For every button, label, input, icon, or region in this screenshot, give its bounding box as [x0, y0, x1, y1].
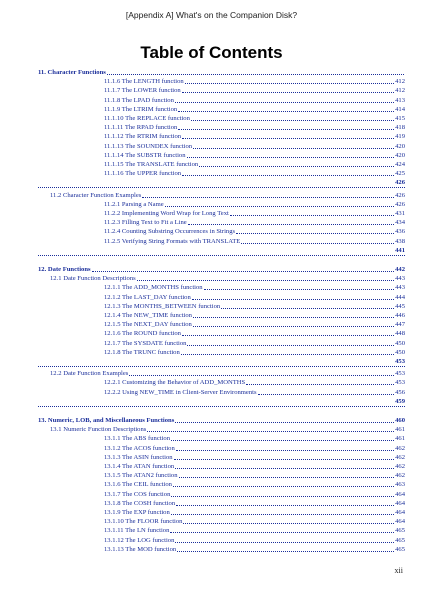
toc-entry-title: 11.2.1 Parsing a Name: [104, 200, 164, 208]
toc-subsection-entry[interactable]: [104, 500, 405, 508]
toc-subsection-entry[interactable]: [104, 201, 405, 209]
chapter-end-separator: [38, 358, 405, 367]
dot-leader: [193, 326, 394, 327]
toc-section-entry[interactable]: [50, 275, 405, 283]
toc-chapter-entry[interactable]: [38, 266, 405, 274]
toc-page-number: 426: [395, 191, 405, 199]
toc-subsection-entry[interactable]: [104, 340, 405, 348]
dot-leader: [236, 233, 394, 234]
toc-section-entry[interactable]: [50, 370, 405, 378]
toc-page-number: 418: [395, 124, 405, 132]
toc-subsection-entry[interactable]: [104, 115, 405, 123]
dot-leader: [177, 551, 394, 552]
dot-leader: [92, 271, 395, 272]
toc-entry-title: 12.1.6 The ROUND function: [104, 330, 181, 338]
toc-subsection-entry[interactable]: [104, 312, 405, 320]
dot-leader: [230, 215, 394, 216]
toc-entry-title: 13.1 Numeric Function Descriptions: [50, 426, 147, 434]
toc-section-entry[interactable]: [50, 192, 405, 200]
toc-page-number: 413: [395, 96, 405, 104]
dot-leader: [193, 317, 394, 318]
toc-entry-title: 13. Numeric, LOB, and Miscellaneous Functions: [38, 417, 175, 424]
toc-entry-title: 12.1.7 The SYSDATE function: [104, 339, 187, 347]
toc-page-number: 461: [395, 435, 405, 443]
toc-entry-title: 11.1.16 The UPPER function: [104, 170, 182, 178]
toc-entry-title: 12.1.1 The ADD_MONTHS function: [104, 284, 203, 292]
toc-entry-title: 11.1.13 The SOUNDEX function: [104, 142, 193, 150]
toc-entry-title: 13.1.6 The CEIL function: [104, 481, 172, 489]
toc-page-number: 464: [395, 509, 405, 516]
toc-entry-title: 13.1.10 The FLOOR function: [104, 518, 183, 526]
toc-page-number: 465: [395, 536, 405, 544]
page-number: xii: [394, 566, 403, 575]
dot-leader: [176, 505, 394, 506]
toc-page-number: 425: [395, 170, 405, 178]
toc-subsection-entry[interactable]: [104, 124, 405, 132]
toc-page-number: 436: [395, 228, 405, 236]
toc-entry-title: 13.1.2 The ACOS function: [104, 444, 175, 452]
toc-entry-title: 11.1.11 The RPAD function: [104, 124, 178, 132]
dot-leader: [181, 354, 394, 355]
toc-page-number: 462: [395, 444, 405, 452]
toc-entry-title: 12. Date Functions: [38, 266, 91, 273]
toc-page-number: 463: [395, 481, 405, 489]
toc-page-number: 419: [395, 133, 405, 141]
toc-entry-title: 12.1.8 The TRUNC function: [104, 348, 180, 356]
dot-leader: [182, 175, 394, 176]
dot-leader: [188, 224, 394, 225]
toc-entry-title: 11.1.12 The RTRIM function: [104, 133, 182, 141]
toc-subsection-entry[interactable]: [104, 97, 405, 105]
toc-entry-title: 12.2 Date Function Examples: [50, 370, 129, 378]
toc-page-number: 464: [395, 499, 405, 507]
toc-subsection-entry[interactable]: [104, 472, 405, 480]
toc-subsection-entry[interactable]: [104, 143, 405, 151]
dot-leader: [175, 468, 394, 469]
toc-page-number: 446: [395, 312, 405, 319]
toc-entry-title: 13.1.7 The COS function: [104, 490, 171, 498]
toc-page-number: 465: [395, 545, 405, 553]
toc-chapter-entry[interactable]: [38, 69, 405, 77]
dot-leader: [199, 166, 394, 167]
toc-page-number: 414: [395, 105, 405, 113]
dot-leader: [147, 431, 394, 432]
toc-subsection-entry[interactable]: [104, 527, 405, 535]
toc-subsection-entry[interactable]: [104, 284, 405, 292]
dot-leader: [192, 299, 394, 300]
dot-leader: [187, 345, 394, 346]
dot-leader: [137, 280, 394, 281]
toc-subsection-entry[interactable]: [104, 294, 405, 302]
toc-subsection-entry[interactable]: [104, 389, 405, 397]
toc-page-number: 444: [395, 293, 405, 301]
dot-leader: [178, 129, 394, 130]
toc-entry-title: 12.1.3 The MONTHS_BETWEEN function: [104, 302, 221, 310]
dot-leader: [107, 74, 404, 75]
toc-page-number: 450: [395, 339, 405, 347]
toc-entry-title: 11.1.8 The LPAD function: [104, 96, 174, 104]
toc-page-number: 462: [395, 472, 405, 480]
toc-subsection-entry[interactable]: [104, 445, 405, 453]
toc-entry-title: 13.1.5 The ATAN2 function: [104, 472, 178, 480]
dot-leader: [179, 477, 395, 478]
toc-subsection-entry[interactable]: [104, 228, 405, 236]
toc-page-number: 450: [395, 348, 405, 356]
toc-page-number: 464: [395, 518, 405, 526]
chapter-end-separator: [38, 179, 405, 188]
toc-page-number: 426: [395, 179, 405, 187]
toc-page-number: 445: [395, 302, 405, 310]
toc-subsection-entry[interactable]: [104, 509, 405, 517]
dot-leader: [193, 148, 394, 149]
toc-page-number: 443: [395, 284, 405, 292]
toc-page-number: 442: [395, 266, 405, 273]
dot-leader: [241, 243, 394, 244]
toc-entry-title: 12.1 Date Function Descriptions: [50, 275, 136, 283]
toc-subsection-entry[interactable]: [104, 161, 405, 169]
dot-leader: [173, 486, 394, 487]
running-header: [Appendix A] What's on the Companion Disk?: [125, 10, 298, 20]
dot-leader: [191, 120, 394, 121]
toc-section-entry[interactable]: [50, 426, 405, 434]
toc-subsection-entry[interactable]: [104, 491, 405, 499]
toc-page-number: 462: [395, 463, 405, 470]
toc-subsection-entry[interactable]: [104, 349, 405, 357]
toc-entry-title: 11.1.14 The SUBSTR function: [104, 151, 186, 159]
toc-entry-title: 13.1.11 The LN function: [104, 527, 170, 535]
dot-leader: [170, 532, 394, 533]
dot-leader: [178, 111, 394, 112]
toc-page-number: 424: [395, 161, 405, 168]
toc-page-number: 434: [395, 219, 405, 227]
toc-entry-title: 11. Character Functions: [38, 69, 106, 76]
dot-leader: [258, 394, 395, 395]
toc-entry-title: 13.1.1 The ABS function: [104, 435, 170, 443]
dot-leader: [165, 206, 394, 207]
toc-page-number: 412: [395, 87, 405, 95]
toc-entry-title: 11.2.3 Filling Text to Fit a Line: [104, 219, 187, 227]
toc-subsection-entry[interactable]: [104, 303, 405, 311]
dot-leader: [175, 422, 394, 423]
toc-page-number: 415: [395, 115, 405, 122]
dot-leader: [183, 523, 394, 524]
chapter-end-separator: [38, 247, 405, 256]
toc-entry-title: 11.2 Character Function Examples: [50, 191, 142, 199]
toc-entry-title: 13.1.9 The EXP function: [104, 509, 170, 516]
toc-entry-title: 13.1.8 The COSH function: [104, 499, 176, 507]
toc-entry-title: 13.1.13 The MOD function: [104, 545, 177, 553]
toc-subsection-entry[interactable]: [104, 518, 405, 526]
dot-leader: [174, 459, 395, 460]
toc-page-number: 420: [395, 151, 405, 159]
dot-leader: [182, 138, 394, 139]
toc-page-number: 453: [395, 379, 405, 387]
toc-entry-title: 13.1.12 The LOG function: [104, 536, 175, 544]
toc-entry-title: 12.2.1 Customizing the Behavior of ADD_MONTHS: [104, 379, 246, 387]
toc-subsection-entry[interactable]: [104, 463, 405, 471]
toc-page-number: 465: [395, 527, 405, 535]
toc-subsection-entry[interactable]: [104, 210, 405, 218]
toc-entry-title: 11.1.15 The TRANSLATE function: [104, 161, 199, 168]
toc-chapter-entry[interactable]: [38, 417, 405, 425]
toc-page-number: 447: [395, 321, 405, 329]
page-title: Table of Contents: [140, 43, 283, 62]
toc-page-number: 460: [395, 417, 405, 424]
dot-leader: [185, 83, 394, 84]
toc-entry-title: 12.1.2 The LAST_DAY function: [104, 293, 191, 301]
toc-subsection-entry[interactable]: [104, 87, 405, 95]
dot-leader: [176, 450, 394, 451]
toc-subsection-entry[interactable]: [104, 106, 405, 114]
toc-page-number: 426: [395, 200, 405, 208]
dot-leader: [221, 308, 394, 309]
dot-leader: [246, 384, 394, 385]
toc-entry-title: 11.2.4 Counting Substring Occurrences in Strings: [104, 228, 236, 236]
toc-subsection-entry[interactable]: [104, 152, 405, 160]
toc-subsection-entry[interactable]: [104, 546, 405, 554]
toc-subsection-entry[interactable]: [104, 537, 405, 545]
toc-entry-title: 13.1.3 The ASIN function: [104, 453, 173, 461]
dot-leader: [142, 197, 394, 198]
toc-page-number: 443: [395, 275, 405, 283]
toc-page-number: 412: [395, 78, 405, 86]
toc-subsection-entry[interactable]: [104, 219, 405, 227]
dot-leader: [129, 375, 394, 376]
toc-page-number: 448: [395, 330, 405, 338]
toc-entry-title: 12.1.5 The NEXT_DAY function: [104, 321, 192, 329]
dot-leader: [187, 157, 395, 158]
toc-page-number: 453: [395, 358, 405, 365]
dot-leader: [175, 102, 394, 103]
toc-entry-title: 11.1.6 The LENGTH function: [104, 78, 184, 86]
toc-page-number: 431: [395, 210, 405, 217]
toc-page-number: 459: [395, 397, 405, 405]
toc-entry-title: 11.2.5 Verifying String Formats with TRANSLATE: [104, 237, 241, 245]
toc-page-number: 461: [395, 426, 405, 434]
toc-page-number: 456: [395, 388, 405, 396]
toc-subsection-entry[interactable]: [104, 435, 405, 443]
toc-subsection-entry[interactable]: [104, 133, 405, 141]
dot-leader: [175, 542, 394, 543]
dot-leader: [182, 335, 394, 336]
dot-leader: [171, 440, 394, 441]
toc-entry-title: 13.1.4 The ATAN function: [104, 463, 175, 470]
dot-leader: [171, 496, 394, 497]
dot-leader: [204, 289, 395, 290]
toc-subsection-entry[interactable]: [104, 238, 405, 246]
toc-entry-title: 11.1.9 The LTRIM function: [104, 105, 178, 113]
toc-subsection-entry[interactable]: [104, 78, 405, 86]
dot-leader: [171, 514, 394, 515]
toc-page-number: 462: [395, 453, 405, 461]
toc-subsection-entry[interactable]: [104, 321, 405, 329]
toc-subsection-entry[interactable]: [104, 454, 405, 462]
toc-entry-title: 12.2.2 Using NEW_TIME in Client-Server Environments: [104, 388, 257, 396]
toc-entry-title: 11.2.2 Implementing Word Wrap for Long Text: [104, 210, 229, 217]
toc-subsection-entry[interactable]: [104, 170, 405, 178]
toc-subsection-entry[interactable]: [104, 330, 405, 338]
toc-entry-title: 11.1.10 The REPLACE function: [104, 115, 190, 122]
toc-subsection-entry[interactable]: [104, 481, 405, 489]
toc-entry-title: 12.1.4 The NEW_TIME function: [104, 312, 192, 319]
chapter-end-separator: [38, 398, 405, 407]
toc-page-number: 438: [395, 237, 405, 245]
toc-subsection-entry[interactable]: [104, 379, 405, 387]
toc-entry-title: 11.1.7 The LOWER function: [104, 87, 181, 95]
toc-page-number: 441: [395, 246, 405, 254]
toc-page-number: 453: [395, 370, 405, 378]
toc-page-number: 464: [395, 490, 405, 498]
toc-page-number: 420: [395, 142, 405, 150]
dot-leader: [182, 92, 394, 93]
